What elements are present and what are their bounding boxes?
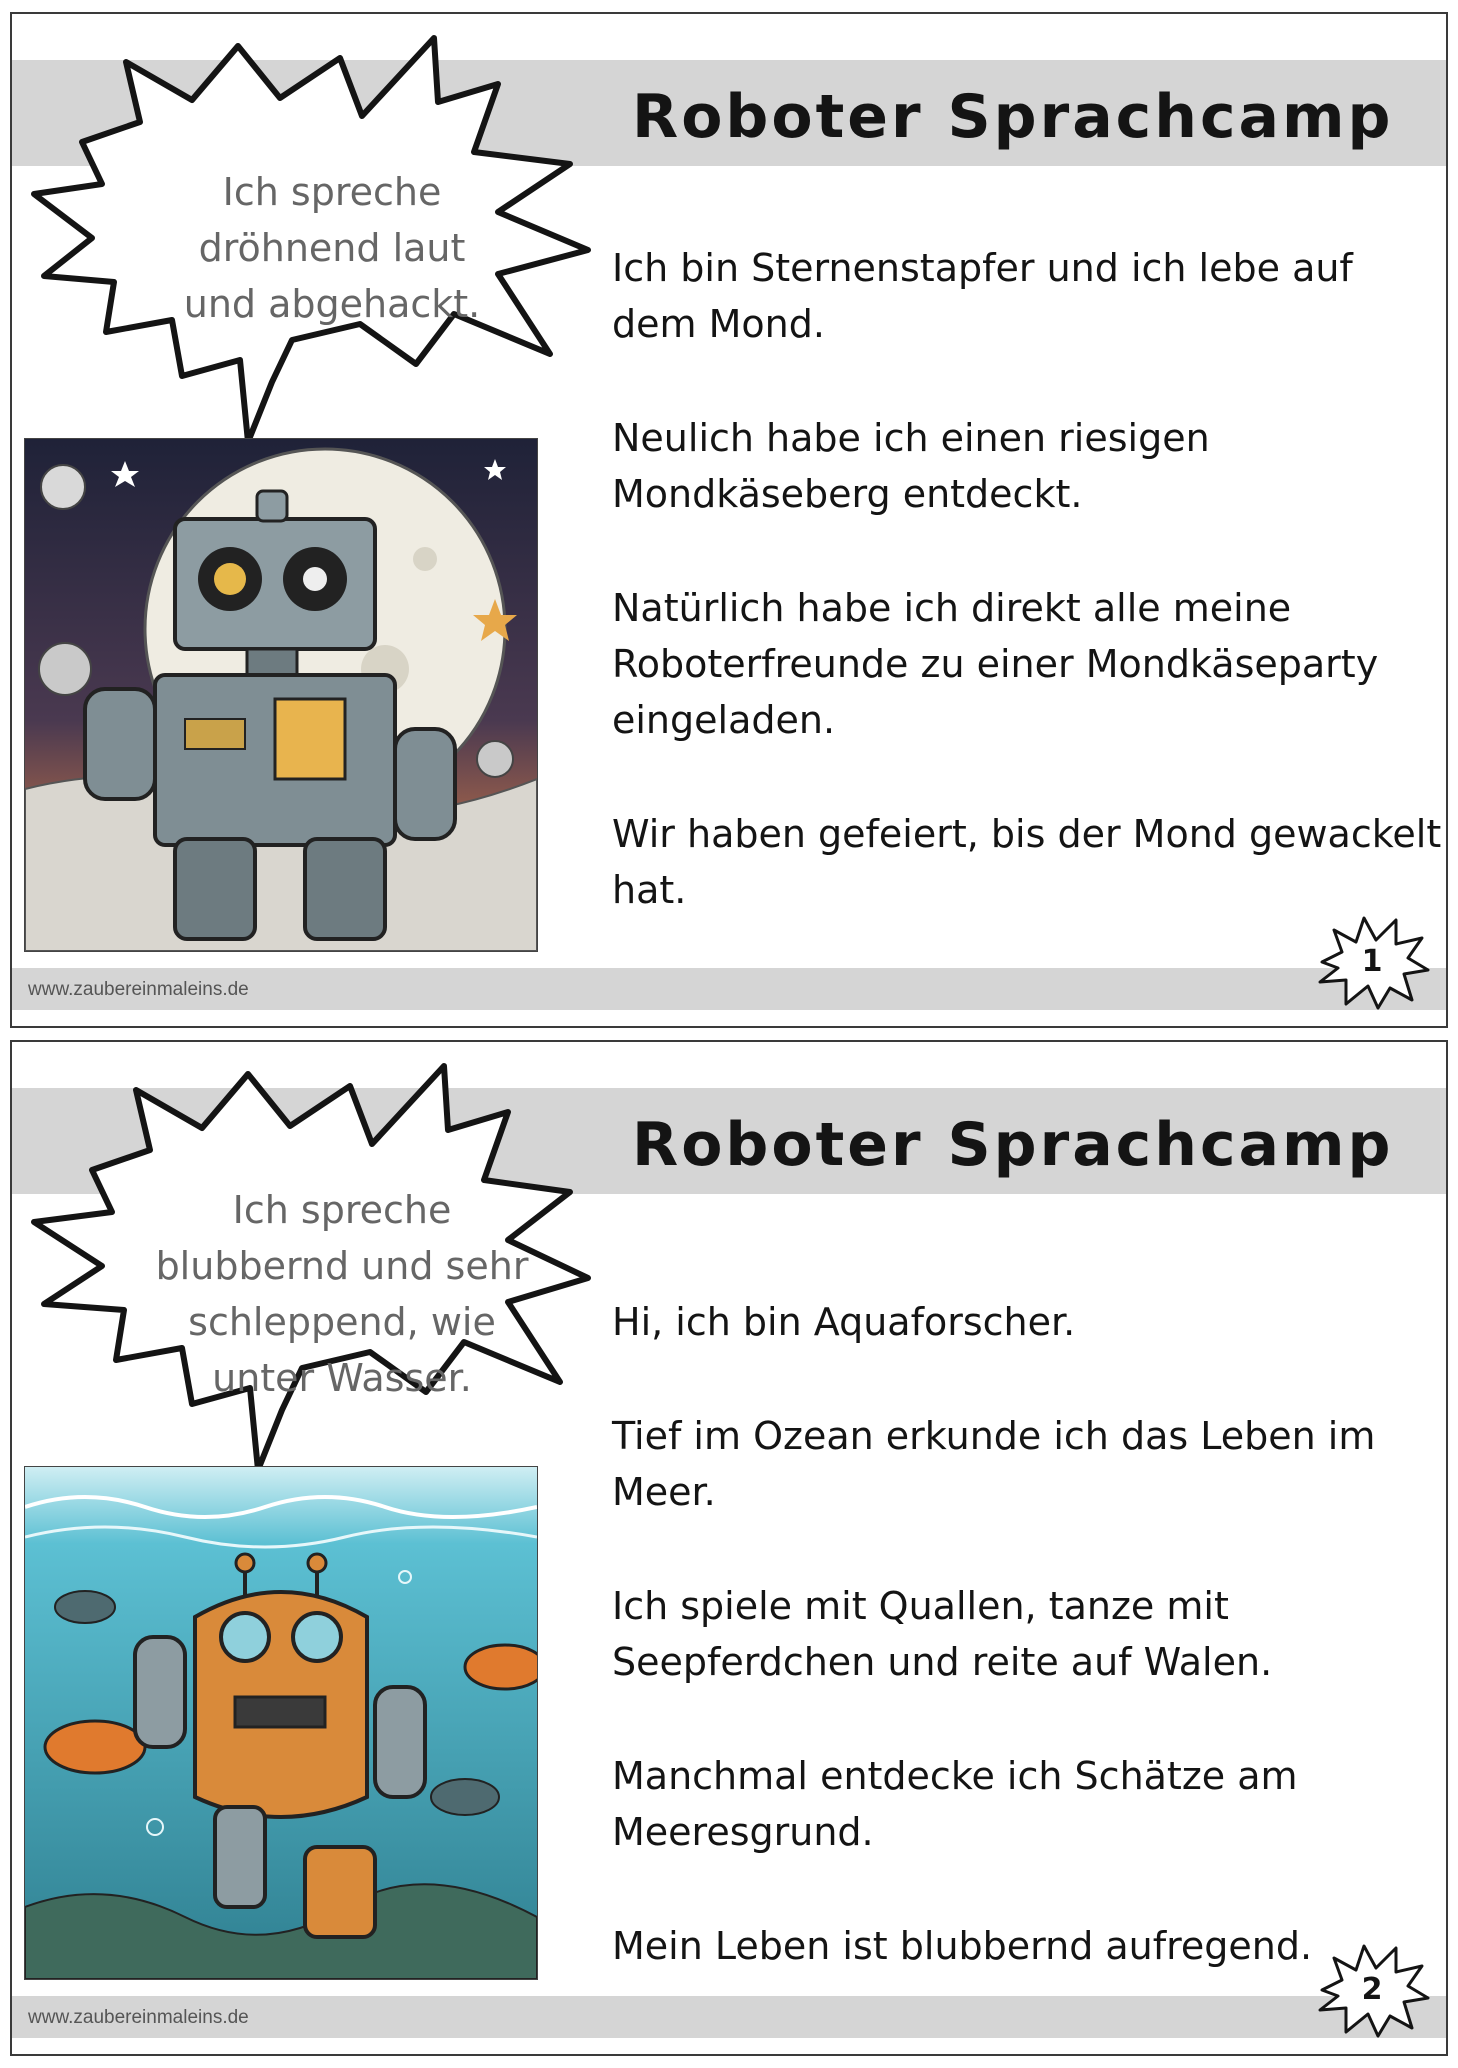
robot-underwater-illustration: [24, 1466, 538, 1980]
story-paragraph: Ich spiele mit Quallen, tanze mit Seepferdchen und reite auf Walen.: [612, 1584, 1273, 1684]
story-text: [612, 240, 1442, 976]
page-badge: [1312, 912, 1432, 1012]
robot-moon-illustration: [24, 438, 538, 952]
story-card-2: [10, 1040, 1448, 2056]
story-paragraph: Ich bin Sternenstapfer und ich lebe auf dem Mond.: [612, 246, 1353, 346]
speech-bubble-text: Ich spreche blubbernd und sehr schleppend, wie unter Wasser.: [155, 1188, 529, 1400]
footer-url: www.zaubereinmaleins.de: [28, 979, 249, 1000]
story-paragraph: Manchmal entdecke ich Schätze am Meeresgrund.: [612, 1754, 1298, 1854]
card-title: Roboter Sprachcamp: [632, 1110, 1394, 1180]
speech-bubble: [22, 24, 662, 454]
page-number: 1: [1361, 944, 1383, 979]
story-paragraph: Natürlich habe ich direkt alle meine Roboterfreunde zu einer Mondkäseparty eingeladen.: [612, 586, 1379, 742]
speech-bubble: [22, 1052, 662, 1482]
story-paragraph: Hi, ich bin Aquaforscher.: [612, 1300, 1076, 1344]
story-paragraph: Tief im Ozean erkunde ich das Leben im Meer.: [612, 1414, 1376, 1514]
story-paragraph: Neulich habe ich einen riesigen Mondkäseberg entdeckt.: [612, 416, 1210, 516]
footer-url: www.zaubereinmaleins.de: [28, 2007, 249, 2028]
page-number: 2: [1361, 1972, 1383, 2007]
story-card-1: [10, 12, 1448, 1028]
story-text: [612, 1294, 1442, 2032]
speech-bubble-text: Ich spreche dröhnend laut und abgehackt.: [183, 170, 481, 326]
page-badge: [1312, 1940, 1432, 2040]
story-paragraph: Wir haben gefeiert, bis der Mond gewackelt hat.: [612, 812, 1442, 912]
story-paragraph: Mein Leben ist blubbernd aufregend.: [612, 1924, 1313, 1968]
card-title: Roboter Sprachcamp: [632, 82, 1394, 152]
